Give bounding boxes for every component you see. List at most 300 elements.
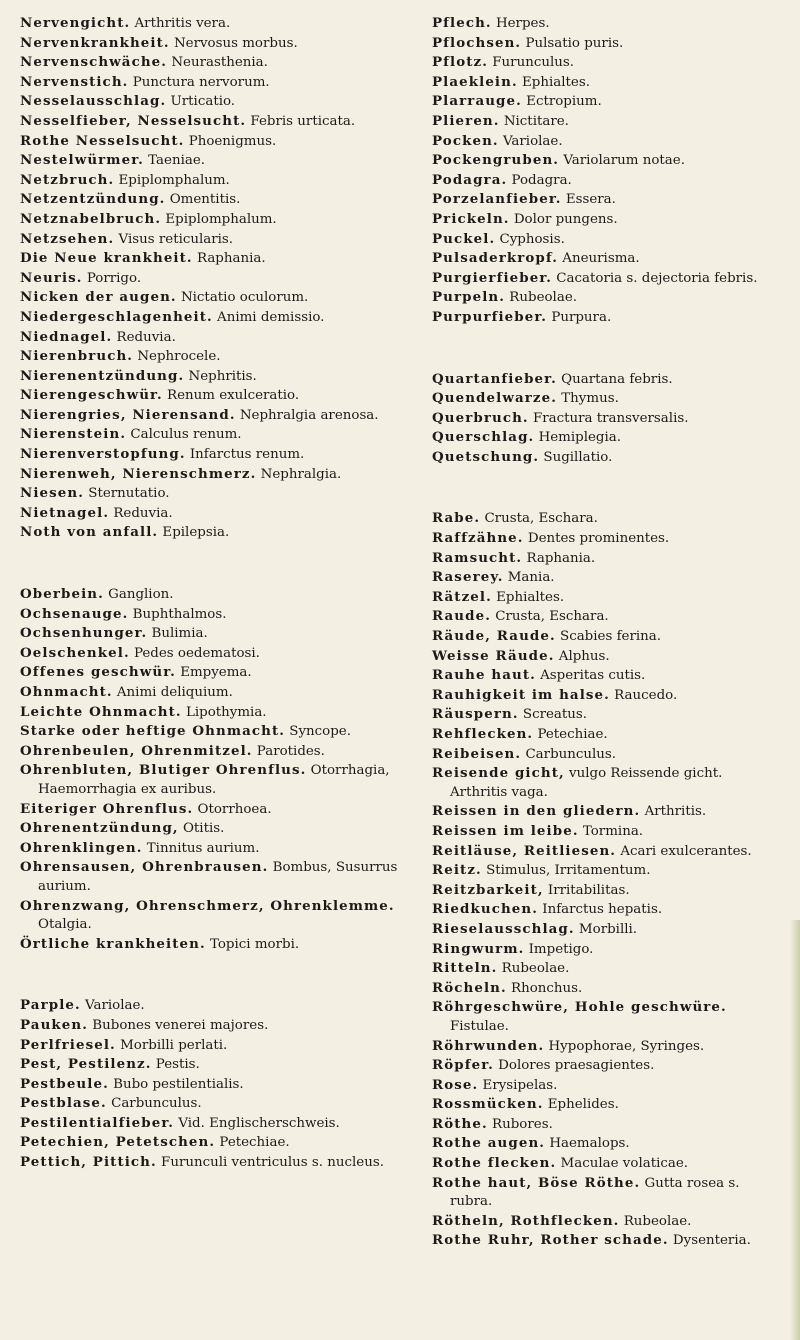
entry-term: Purpurfieber.	[432, 308, 548, 325]
dictionary-entry	[432, 1212, 782, 1232]
entry-term: Nervenstich.	[20, 73, 129, 90]
entry-latin: Nictatio oculorum.	[180, 290, 309, 306]
entry-latin: Quartana febris.	[561, 371, 673, 387]
entry-latin: Empyema.	[180, 665, 252, 681]
left-section-0	[20, 14, 410, 543]
dictionary-entry	[432, 647, 782, 667]
dictionary-entry	[432, 940, 782, 960]
dictionary-entry	[432, 1056, 782, 1076]
entry-term: Nierenweh, Nierenschmerz.	[20, 465, 257, 482]
entry-term: Reibeisen.	[432, 745, 522, 762]
entry-term: Neuris.	[20, 269, 83, 286]
entry-term: Quartanfieber.	[432, 370, 557, 387]
entry-latin: Hemiplegia.	[538, 430, 622, 446]
entry-latin: Nephralgia arenosa.	[239, 407, 379, 423]
entry-term: Räude, Raude.	[432, 628, 556, 645]
dictionary-entry	[20, 800, 410, 820]
entry-term: Röpfer.	[432, 1057, 494, 1074]
entry-term: Leichte Ohnmacht.	[20, 703, 182, 720]
entry-term: Nierenstein.	[20, 426, 127, 443]
entry-latin: Raphania.	[196, 251, 266, 267]
dictionary-entry	[20, 703, 410, 723]
entry-latin: Maculae volaticae.	[560, 1156, 689, 1172]
dictionary-entry	[20, 425, 410, 445]
entry-latin: Sugillatio.	[543, 449, 613, 465]
dictionary-entry	[20, 1036, 410, 1056]
entry-term: Rothe haut, Böse Röthe.	[432, 1174, 641, 1191]
entry-term: Nervengicht.	[20, 15, 131, 31]
dictionary-entry	[432, 389, 782, 409]
entry-latin: Tormina.	[582, 823, 644, 839]
dictionary-entry	[20, 819, 410, 839]
entry-latin: Variolae.	[85, 998, 145, 1014]
entry-term: Podagra.	[432, 171, 508, 188]
entry-term: Rothe flecken.	[432, 1155, 557, 1172]
entry-term: Starke oder heftige Ohnmacht.	[20, 723, 286, 740]
entry-latin: Bubones venerei majores.	[92, 1017, 269, 1033]
entry-latin: Otalgia.	[38, 917, 92, 933]
dictionary-entry	[432, 370, 782, 390]
right-section-0	[432, 14, 782, 328]
dictionary-entry	[432, 842, 782, 862]
entry-latin: Taeniae.	[148, 153, 206, 169]
entry-term: Nicken der augen.	[20, 289, 177, 306]
dictionary-entry	[432, 529, 782, 549]
dictionary-entry	[20, 624, 410, 644]
entry-latin: Raucedo.	[614, 687, 678, 703]
dictionary-entry	[432, 686, 782, 706]
dictionary-entry	[20, 92, 410, 112]
entry-term: Nierengeschwür.	[20, 387, 163, 404]
entry-latin: Podagra.	[511, 172, 572, 188]
dictionary-entry	[432, 269, 782, 289]
entry-latin: Rubores.	[492, 1116, 553, 1132]
entry-term: Nierenentzündung.	[20, 367, 185, 384]
entry-term: Nesselfieber, Nesselsucht.	[20, 112, 247, 129]
entry-term: Nestelwürmer.	[20, 152, 144, 169]
entry-term: Ochsenauge.	[20, 605, 129, 622]
entry-latin: Pestis.	[155, 1057, 200, 1073]
entry-latin: Bombus, Susurrus aurium.	[38, 860, 398, 894]
entry-latin: Animi demissio.	[217, 309, 325, 325]
entry-term: Ohrenzwang, Ohrenschmerz, Ohrenklemme.	[20, 897, 395, 914]
dictionary-entry	[20, 504, 410, 524]
entry-term: Nervenschwäche.	[20, 54, 168, 71]
entry-term: Reissen im leibe.	[432, 822, 579, 839]
dictionary-entry	[432, 34, 782, 54]
entry-latin: Syncope.	[289, 724, 351, 740]
dictionary-entry	[432, 509, 782, 529]
entry-term: Reissen in den gliedern.	[432, 803, 641, 820]
entry-latin: Calculus renum.	[130, 427, 242, 443]
entry-term: Porzelanfieber.	[432, 191, 562, 208]
entry-term: Oberbein.	[20, 586, 104, 603]
dictionary-entry	[432, 171, 782, 191]
entry-latin: Petechiae.	[219, 1135, 290, 1151]
entry-term: Quendelwarze.	[432, 390, 557, 407]
entry-latin: Irritabilitas.	[547, 882, 630, 898]
entry-term: Ritteln.	[432, 960, 498, 977]
dictionary-entry	[20, 112, 410, 132]
entry-latin: Ephialtes.	[496, 589, 565, 605]
entry-latin: Petechiae.	[537, 727, 608, 742]
entry-term: Rothe Nesselsucht.	[20, 132, 185, 149]
dictionary-entry	[432, 190, 782, 210]
dictionary-entry	[20, 171, 410, 191]
entry-term: Pflochsen.	[432, 34, 522, 51]
entry-latin: Carbunculus.	[525, 746, 617, 762]
dictionary-entry	[432, 1134, 782, 1154]
dictionary-entry	[432, 588, 782, 608]
entry-term: Pulsaderkropf.	[432, 250, 559, 267]
dictionary-entry	[432, 448, 782, 468]
entry-term: Prickeln.	[432, 210, 510, 227]
entry-latin: Nictitare.	[503, 113, 569, 129]
dictionary-entry	[432, 132, 782, 152]
entry-latin: Dolor pungens.	[513, 211, 618, 227]
entry-latin: Purpura.	[551, 309, 612, 325]
entry-term: Rabe.	[432, 510, 481, 527]
entry-latin: Stimulus, Irritamentum.	[486, 863, 651, 879]
entry-latin: Bulimia.	[151, 626, 208, 642]
entry-latin: Carbunculus.	[111, 1096, 202, 1112]
dictionary-entry	[432, 725, 782, 745]
entry-term: Weisse Räude.	[432, 647, 555, 664]
entry-latin: Renum exulceratio.	[166, 388, 300, 404]
entry-term: Rose.	[432, 1076, 479, 1093]
dictionary-entry	[432, 666, 782, 686]
dictionary-entry	[432, 979, 782, 999]
entry-latin: Ephelides.	[547, 1097, 619, 1113]
entry-latin: Impetigo.	[528, 941, 594, 957]
entry-term: Nierenbruch.	[20, 348, 134, 365]
entry-latin: Rhonchus.	[511, 980, 583, 996]
entry-term: Netznabelbruch.	[20, 210, 162, 227]
dictionary-entry	[20, 288, 410, 308]
dictionary-entry	[20, 465, 410, 485]
entry-term: Räuspern.	[432, 706, 519, 723]
dictionary-entry	[432, 705, 782, 725]
dictionary-entry	[20, 1055, 410, 1075]
entry-term: Örtliche krankheiten.	[20, 935, 206, 952]
entry-latin: Arthritis vera.	[134, 16, 231, 31]
dictionary-entry	[432, 1115, 782, 1135]
dictionary-entry	[20, 1094, 410, 1114]
entry-term: Pocken.	[432, 132, 499, 149]
entry-term: Offenes geschwür.	[20, 664, 176, 681]
entry-latin: Tinnitus aurium.	[146, 840, 260, 856]
dictionary-entry	[20, 523, 410, 543]
entry-latin: Urticatio.	[170, 94, 236, 110]
entry-latin: Visus reticularis.	[118, 231, 234, 247]
entry-term: Nierengries, Nierensand.	[20, 406, 236, 423]
entry-term: Pest, Pestilenz.	[20, 1056, 152, 1073]
dictionary-entry	[432, 959, 782, 979]
entry-latin: Essera.	[565, 192, 616, 208]
entry-term: Röthe.	[432, 1115, 488, 1132]
dictionary-entry	[20, 1153, 410, 1173]
entry-term: Pestilentialfieber.	[20, 1114, 175, 1131]
entry-term: Plieren.	[432, 112, 500, 129]
dictionary-entry	[20, 367, 410, 387]
entry-latin: Crusta, Eschara.	[484, 511, 598, 527]
dictionary-entry	[20, 858, 410, 896]
right-section-2	[432, 509, 782, 1251]
dictionary-entry	[20, 73, 410, 93]
dictionary-entry	[20, 406, 410, 426]
dictionary-entry	[432, 802, 782, 822]
left-column	[20, 14, 410, 1338]
right-column	[432, 14, 782, 1338]
entry-term: Netzbruch.	[20, 171, 115, 188]
dictionary-entry	[20, 722, 410, 742]
dictionary-entry	[432, 920, 782, 940]
dictionary-entry	[20, 683, 410, 703]
entry-latin: Epiplomphalum.	[118, 172, 230, 188]
dictionary-entry	[432, 92, 782, 112]
entry-latin: Ephialtes.	[522, 74, 590, 90]
entry-latin: Phoenigmus.	[188, 133, 277, 149]
entry-term: Ohrenbluten, Blutiger Ohrenflus.	[20, 762, 307, 779]
dictionary-entry	[20, 484, 410, 504]
entry-term: Riedkuchen.	[432, 901, 539, 918]
entry-latin: Aneurisma.	[562, 251, 640, 267]
entry-latin: Punctura nervorum.	[132, 74, 270, 90]
dictionary-entry	[432, 1174, 782, 1212]
dictionary-entry	[20, 34, 410, 54]
entry-term: Quetschung.	[432, 448, 540, 465]
entry-latin: Animi deliquium.	[116, 685, 233, 700]
entry-latin: Furunculus.	[492, 55, 574, 71]
entry-term: Perlfriesel.	[20, 1036, 116, 1053]
dictionary-entry	[20, 230, 410, 250]
entry-term: Ohrenentzündung,	[20, 820, 179, 837]
entry-term: Rauhe haut.	[432, 667, 536, 684]
entry-term: Querschlag.	[432, 429, 535, 446]
dictionary-entry	[20, 935, 410, 955]
entry-latin: Buphthalmos.	[132, 606, 227, 622]
entry-latin: Infarctus renum.	[189, 447, 305, 463]
dictionary-entry	[20, 585, 410, 605]
dictionary-entry	[20, 151, 410, 171]
dictionary-entry	[432, 210, 782, 230]
dictionary-entry	[432, 249, 782, 269]
entry-latin: Crusta, Eschara.	[495, 609, 609, 625]
entry-latin: Rubeolae.	[509, 290, 578, 306]
entry-term: Niednagel.	[20, 328, 113, 345]
dictionary-entry	[20, 742, 410, 762]
entry-term: Ohrensausen, Ohrenbrausen.	[20, 859, 269, 876]
dictionary-entry	[432, 428, 782, 448]
dictionary-entry	[20, 386, 410, 406]
entry-term: Pockengruben.	[432, 152, 560, 169]
entry-term: Noth von anfall.	[20, 524, 159, 541]
entry-latin: Hypophorae, Syringes.	[548, 1038, 705, 1054]
entry-latin: Topici morbi.	[209, 936, 300, 952]
entry-term: Reitzbarkeit,	[432, 881, 544, 898]
entry-term: Nierenverstopfung.	[20, 446, 186, 463]
entry-term: Röcheln.	[432, 979, 507, 996]
dictionary-entry	[432, 53, 782, 73]
dictionary-entry	[432, 861, 782, 881]
entry-term: Raserey.	[432, 569, 504, 586]
dictionary-entry	[20, 644, 410, 664]
entry-term: Rothe augen.	[432, 1135, 546, 1152]
dictionary-entry	[20, 190, 410, 210]
entry-term: Eiteriger Ohrenflus.	[20, 800, 194, 817]
entry-latin: Nephrocele.	[137, 349, 221, 365]
entry-latin: Fractura transversalis.	[532, 410, 689, 426]
dictionary-entry	[432, 1095, 782, 1115]
entry-latin: Fistulae.	[450, 1018, 509, 1034]
entry-term: Raffzähne.	[432, 530, 524, 547]
dictionary-entry	[20, 996, 410, 1016]
entry-term: Rauhigkeit im halse.	[432, 686, 610, 703]
left-section-1	[20, 585, 410, 954]
dictionary-entry	[432, 151, 782, 171]
entry-latin: Neurasthenia.	[171, 55, 268, 71]
entry-latin: Alphus.	[558, 648, 610, 664]
entry-term: Pauken.	[20, 1016, 89, 1033]
entry-term: Ohrenklingen.	[20, 839, 143, 856]
entry-latin: Ganglion.	[108, 587, 174, 603]
entry-term: Petechien, Petetschen.	[20, 1134, 216, 1151]
entry-latin: Morbilli perlati.	[120, 1037, 228, 1053]
dictionary-entry	[432, 745, 782, 765]
entry-latin: Ectropium.	[526, 94, 602, 110]
dictionary-entry	[432, 900, 782, 920]
entry-latin: Screatus.	[522, 707, 588, 723]
dictionary-entry	[20, 210, 410, 230]
dictionary-entry	[20, 132, 410, 152]
dictionary-entry	[432, 409, 782, 429]
entry-latin: Otorrhoea.	[197, 801, 272, 817]
entry-term: Röhrgeschwüre, Hohle geschwüre.	[432, 999, 727, 1016]
entry-latin: Herpes.	[495, 16, 550, 31]
dictionary-entry	[432, 822, 782, 842]
entry-term: Plaeklein.	[432, 73, 518, 90]
entry-latin: Reduvia.	[116, 329, 176, 345]
entry-term: Oelschenkel.	[20, 644, 130, 661]
entry-latin: Mania.	[507, 570, 555, 586]
dictionary-entry	[20, 328, 410, 348]
entry-latin: Furunculi ventriculus s. nucleus.	[161, 1155, 384, 1171]
dictionary-entry	[20, 897, 410, 935]
dictionary-entry	[432, 568, 782, 588]
entry-term: Rätzel.	[432, 588, 492, 605]
dictionary-entry	[432, 112, 782, 132]
entry-latin: vulgo Reissende gicht. Arthritis vaga.	[450, 766, 723, 800]
entry-term: Reisende gicht,	[432, 765, 565, 782]
entry-term: Raude.	[432, 608, 491, 625]
entry-term: Pettich, Pittich.	[20, 1154, 157, 1171]
entry-term: Purpeln.	[432, 289, 506, 306]
entry-latin: Gutta rosea s. rubra.	[450, 1175, 740, 1210]
dictionary-entry	[20, 53, 410, 73]
entry-latin: Cacatoria s. dejectoria febris.	[556, 270, 758, 286]
entry-latin: Cyphosis.	[499, 231, 565, 247]
entry-latin: Otorrhagia, Haemorrhagia ex auribus.	[38, 763, 390, 797]
entry-latin: Dentes prominentes.	[527, 531, 670, 547]
entry-term: Nervenkrankheit.	[20, 34, 170, 51]
dictionary-entry	[20, 663, 410, 683]
dictionary-entry	[20, 1114, 410, 1134]
entry-latin: Reduvia.	[113, 505, 173, 521]
entry-latin: Pedes oedematosi.	[133, 645, 260, 661]
dictionary-entry	[20, 1133, 410, 1153]
entry-latin: Variolae.	[502, 133, 563, 149]
dictionary-entry	[20, 1016, 410, 1036]
entry-latin: Bubo pestilentialis.	[113, 1076, 244, 1092]
entry-latin: Thymus.	[561, 391, 619, 407]
entry-latin: Nephralgia.	[260, 466, 342, 482]
entry-latin: Raphania.	[526, 550, 596, 566]
dictionary-entry	[432, 73, 782, 93]
dictionary-entry	[432, 549, 782, 569]
dictionary-entry	[432, 308, 782, 328]
entry-term: Pestbeule.	[20, 1075, 109, 1092]
entry-latin: Acari exulcerantes.	[620, 843, 752, 859]
entry-term: Rötheln, Rothflecken.	[432, 1212, 620, 1229]
entry-term: Rossmücken.	[432, 1096, 544, 1113]
entry-term: Reitz.	[432, 862, 482, 879]
left-section-2	[20, 996, 410, 1172]
dictionary-entry	[432, 607, 782, 627]
entry-latin: Haemalops.	[549, 1136, 630, 1152]
dictionary-entry	[20, 269, 410, 289]
right-section-1	[432, 370, 782, 468]
dictionary-entry	[20, 14, 410, 34]
entry-latin: Rubeolae.	[501, 961, 570, 977]
entry-latin: Dysenteria.	[672, 1233, 751, 1249]
page-edge-stain	[790, 920, 800, 1340]
entry-term: Plarrauge.	[432, 93, 522, 110]
entry-latin: Arthritis.	[644, 804, 707, 820]
entry-latin: Sternutatio.	[88, 486, 170, 502]
dictionary-entry	[432, 1154, 782, 1174]
entry-latin: Omentitis.	[169, 192, 241, 208]
entry-term: Ohrenbeulen, Ohrenmitzel.	[20, 742, 253, 759]
entry-latin: Febris urticata.	[250, 113, 356, 129]
entry-latin: Rubeolae.	[623, 1213, 692, 1229]
dictionary-entry	[432, 764, 782, 802]
entry-latin: Morbilli.	[578, 921, 638, 937]
dictionary-entry	[20, 308, 410, 328]
entry-term: Puckel.	[432, 230, 496, 247]
entry-term: Röhrwunden.	[432, 1037, 545, 1054]
dictionary-entry	[20, 249, 410, 269]
dictionary-entry	[432, 1231, 782, 1251]
entry-latin: Epiplomphalum.	[165, 211, 277, 227]
entry-latin: Porrigo.	[86, 270, 142, 286]
entry-latin: Lipothymia.	[185, 704, 267, 720]
dictionary-entry	[432, 14, 782, 34]
entry-term: Niesen.	[20, 485, 85, 502]
entry-term: Reitläuse, Reitliesen.	[432, 842, 617, 859]
dictionary-entry	[432, 627, 782, 647]
entry-latin: Erysipelas.	[482, 1077, 558, 1093]
entry-term: Ringwurm.	[432, 940, 525, 957]
entry-latin: Variolarum notae.	[563, 153, 685, 169]
entry-latin: Infarctus hepatis.	[542, 902, 663, 918]
entry-term: Ochsenhunger.	[20, 625, 148, 642]
entry-term: Niedergeschlagenheit.	[20, 308, 213, 325]
entry-term: Pflotz.	[432, 54, 488, 71]
entry-latin: Dolores praesagientes.	[498, 1058, 655, 1074]
entry-term: Rothe Ruhr, Rother schade.	[432, 1232, 669, 1249]
entry-term: Purgierfieber.	[432, 269, 553, 286]
entry-latin: Vid. Englischerschweis.	[178, 1115, 340, 1131]
